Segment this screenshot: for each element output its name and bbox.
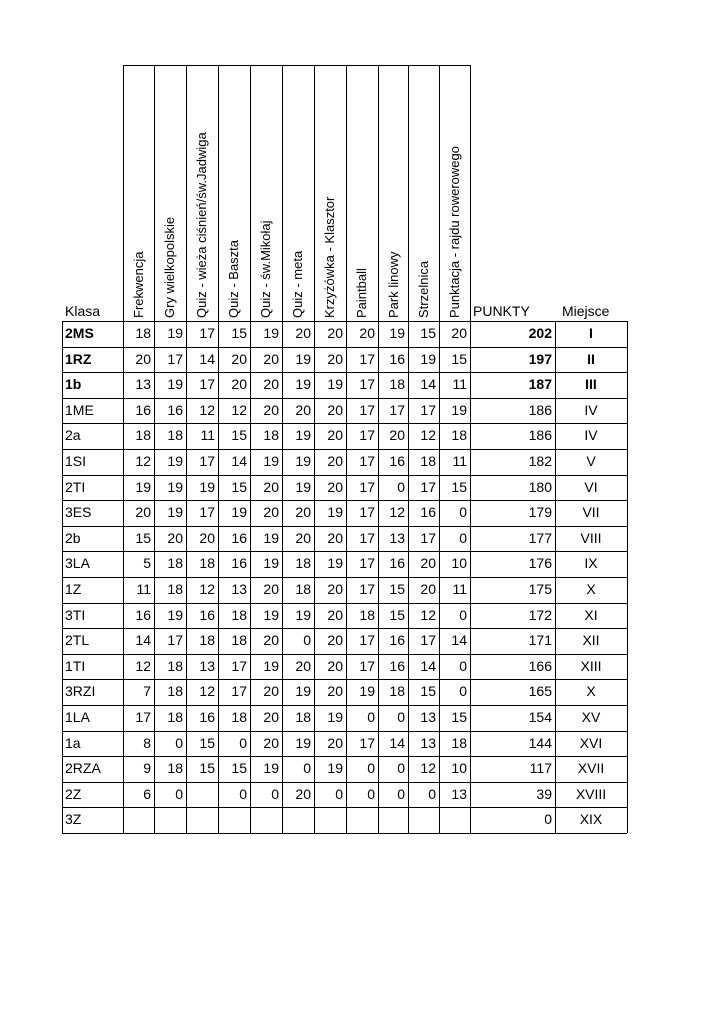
score-cell: 19 (327, 709, 343, 725)
score-cell: 20 (389, 427, 405, 443)
score-cell: 14 (389, 735, 405, 751)
score-cell: 13 (420, 735, 436, 751)
score-cell: 17 (199, 453, 215, 469)
score-cell: 19 (263, 555, 279, 571)
column-header-label: Park linowy (386, 251, 401, 318)
score-cell: 12 (420, 427, 436, 443)
score-cell: 18 (167, 760, 183, 776)
score-cell: 20 (199, 530, 215, 546)
score-cell: 0 (397, 479, 405, 495)
class-label: 1TI (65, 658, 86, 674)
score-cell: 16 (167, 402, 183, 418)
class-label: 3TI (65, 607, 86, 623)
score-cell: 20 (167, 530, 183, 546)
total-points: 176 (528, 555, 552, 571)
score-cell: 13 (451, 786, 467, 802)
score-cell: 20 (263, 632, 279, 648)
column-header-label: Krzyżówka - Klasztor (322, 196, 337, 318)
score-cell: 19 (420, 351, 436, 367)
score-cell: 19 (167, 453, 183, 469)
score-cell: 19 (167, 376, 183, 392)
place-cell: XII (582, 632, 600, 648)
score-cell: 16 (231, 530, 247, 546)
score-cell: 19 (263, 325, 279, 341)
column-header-label: Quiz - św.Mikołaj (258, 220, 273, 318)
score-cell: 0 (397, 709, 405, 725)
class-label: 2MS (65, 325, 94, 341)
score-cell: 17 (167, 351, 183, 367)
score-cell (282, 807, 314, 832)
score-cell: 19 (263, 760, 279, 776)
score-cell: 14 (420, 376, 436, 392)
score-cell: 19 (263, 658, 279, 674)
class-label: 1LA (65, 709, 90, 725)
place-cell: XIII (580, 658, 602, 674)
score-cell: 0 (367, 760, 375, 776)
total-points: 154 (528, 709, 552, 725)
score-cell: 18 (451, 427, 467, 443)
class-label: 1SI (65, 453, 87, 469)
score-cell: 13 (135, 376, 151, 392)
score-cell: 0 (239, 786, 247, 802)
score-cell: 20 (327, 402, 343, 418)
place-cell: XI (584, 607, 598, 623)
score-cell: 15 (231, 427, 247, 443)
place-cell: X (586, 683, 596, 699)
column-header-label: Quiz - wieża ciśnień/św.Jadwiga (194, 132, 209, 318)
score-cell: 16 (420, 504, 436, 520)
score-cell: 19 (295, 427, 311, 443)
score-cell: 17 (359, 555, 375, 571)
score-cell: 10 (451, 760, 467, 776)
column-header-label: Frekwencja (131, 251, 146, 318)
score-cell: 17 (359, 632, 375, 648)
score-cell: 15 (451, 479, 467, 495)
score-cell: 19 (263, 453, 279, 469)
total-points: 186 (528, 427, 552, 443)
score-cell: 17 (359, 735, 375, 751)
score-cell: 20 (295, 786, 311, 802)
total-points: 180 (528, 479, 552, 495)
score-cell (186, 782, 218, 807)
class-label: 3RZI (65, 683, 96, 699)
score-cell: 17 (231, 658, 247, 674)
score-cell: 18 (295, 709, 311, 725)
score-cell: 13 (199, 658, 215, 674)
score-cell: 13 (389, 530, 405, 546)
score-cell (250, 807, 282, 832)
score-cell: 15 (199, 735, 215, 751)
score-cell: 17 (359, 479, 375, 495)
class-label: 2TI (65, 479, 86, 495)
score-cell: 20 (327, 325, 343, 341)
score-cell: 20 (263, 376, 279, 392)
place-cell: XV (581, 709, 601, 725)
column-header-label: Quiz - Baszta (226, 239, 241, 318)
column-header-label: Quiz - meta (290, 250, 305, 318)
score-cell (378, 807, 408, 832)
score-cell: 19 (295, 683, 311, 699)
class-label: 1b (65, 376, 82, 392)
score-cell: 0 (367, 709, 375, 725)
score-cell: 18 (263, 427, 279, 443)
score-cell: 17 (420, 632, 436, 648)
score-cell: 0 (428, 786, 436, 802)
score-cell: 17 (135, 709, 151, 725)
column-divider (627, 321, 628, 833)
score-cell: 20 (420, 555, 436, 571)
class-label: 2RZA (65, 760, 101, 776)
total-points: 165 (528, 683, 552, 699)
score-cell: 17 (167, 632, 183, 648)
score-cell: 16 (231, 555, 247, 571)
score-cell: 19 (295, 376, 311, 392)
klasa-header: Klasa (65, 303, 101, 319)
score-cell: 20 (359, 325, 375, 341)
total-points: 202 (528, 325, 552, 341)
place-cell: I (589, 325, 593, 341)
score-cell: 14 (231, 453, 247, 469)
score-cell: 20 (295, 658, 311, 674)
score-cell: 18 (231, 607, 247, 623)
score-cell: 20 (231, 351, 247, 367)
score-cell: 18 (389, 376, 405, 392)
score-cell (346, 807, 378, 832)
total-points: 171 (528, 632, 552, 648)
score-cell: 20 (263, 581, 279, 597)
score-cell: 0 (459, 607, 467, 623)
score-cell: 9 (143, 760, 151, 776)
class-label: 1ME (65, 402, 94, 418)
score-cell: 17 (199, 325, 215, 341)
score-cell: 18 (389, 683, 405, 699)
score-cell: 20 (420, 581, 436, 597)
score-cell: 12 (135, 658, 151, 674)
score-cell: 16 (389, 453, 405, 469)
score-cell: 0 (459, 504, 467, 520)
score-cell: 19 (263, 607, 279, 623)
score-cell: 20 (327, 632, 343, 648)
score-cell: 20 (327, 581, 343, 597)
score-cell (408, 807, 439, 832)
place-cell: X (586, 581, 596, 597)
score-cell: 0 (459, 530, 467, 546)
row-divider (62, 833, 627, 834)
total-points: 172 (528, 607, 552, 623)
score-cell: 0 (459, 658, 467, 674)
score-cell: 0 (303, 760, 311, 776)
score-cell (186, 807, 218, 832)
total-points: 177 (528, 530, 552, 546)
score-cell (218, 807, 250, 832)
place-cell: VIII (580, 530, 602, 546)
score-cell: 20 (295, 504, 311, 520)
score-cell: 15 (231, 325, 247, 341)
score-cell: 18 (135, 427, 151, 443)
place-cell: II (587, 351, 595, 367)
score-cell: 10 (451, 555, 467, 571)
column-header-label: Paintball (354, 268, 369, 318)
score-cell: 19 (167, 479, 183, 495)
total-points: 197 (528, 351, 552, 367)
score-cell: 8 (143, 735, 151, 751)
score-cell: 18 (359, 607, 375, 623)
class-label: 2Z (65, 786, 82, 802)
score-cell: 12 (199, 683, 215, 699)
score-cell: 12 (135, 453, 151, 469)
place-cell: VII (582, 504, 600, 520)
score-cell: 14 (420, 658, 436, 674)
score-cell: 0 (335, 786, 343, 802)
score-cell: 20 (263, 351, 279, 367)
score-cell: 18 (167, 709, 183, 725)
score-cell: 18 (231, 632, 247, 648)
place-cell: IX (584, 555, 598, 571)
score-cell: 19 (231, 504, 247, 520)
place-cell: XVI (579, 735, 603, 751)
column-header-label: Punktacja - rajdu rowerowego (447, 146, 462, 318)
score-cell: 20 (295, 325, 311, 341)
score-cell: 20 (263, 479, 279, 495)
score-cell: 17 (420, 479, 436, 495)
score-cell: 17 (359, 453, 375, 469)
score-cell: 17 (359, 581, 375, 597)
score-cell: 19 (451, 402, 467, 418)
score-cell: 20 (231, 376, 247, 392)
score-cell: 0 (175, 735, 183, 751)
place-cell: XVIII (575, 786, 607, 802)
score-cell: 19 (263, 530, 279, 546)
total-points: 144 (528, 735, 552, 751)
score-cell (154, 807, 186, 832)
score-cell: 16 (389, 658, 405, 674)
score-cell: 20 (263, 402, 279, 418)
class-label: 2TL (65, 632, 90, 648)
score-cell: 5 (143, 555, 151, 571)
total-points: 187 (528, 376, 552, 392)
total-points: 117 (529, 760, 552, 776)
score-cell: 20 (327, 530, 343, 546)
score-cell: 19 (327, 376, 343, 392)
score-cell: 17 (231, 683, 247, 699)
score-cell: 18 (199, 555, 215, 571)
score-cell: 19 (295, 351, 311, 367)
score-cell: 16 (199, 709, 215, 725)
score-cell: 20 (327, 351, 343, 367)
score-cell: 16 (389, 351, 405, 367)
score-cell: 18 (420, 453, 436, 469)
score-cell: 20 (295, 402, 311, 418)
score-cell: 0 (397, 760, 405, 776)
score-cell: 18 (167, 555, 183, 571)
score-cell: 14 (451, 632, 467, 648)
score-cell: 16 (135, 402, 151, 418)
score-cell: 20 (135, 351, 151, 367)
class-label: 1a (65, 735, 81, 751)
score-cell: 16 (199, 607, 215, 623)
score-cell: 18 (135, 325, 151, 341)
score-cell: 19 (327, 760, 343, 776)
miejsce-header: Miejsce (562, 303, 610, 319)
place-cell: III (585, 376, 597, 392)
score-cell: 20 (295, 530, 311, 546)
score-cell: 19 (295, 453, 311, 469)
score-cell: 11 (200, 427, 215, 443)
score-cell: 16 (389, 555, 405, 571)
score-cell: 19 (167, 325, 183, 341)
score-cell: 19 (199, 479, 215, 495)
total-points: 179 (528, 504, 552, 520)
score-cell: 19 (167, 607, 183, 623)
score-cell: 15 (389, 581, 405, 597)
score-cell: 15 (389, 607, 405, 623)
score-cell: 19 (135, 479, 151, 495)
score-cell: 0 (367, 786, 375, 802)
score-cell: 17 (420, 402, 436, 418)
score-cell: 16 (135, 607, 151, 623)
class-label: 2a (65, 427, 81, 443)
score-cell: 20 (263, 683, 279, 699)
score-cell: 19 (167, 504, 183, 520)
score-cell: 19 (295, 735, 311, 751)
column-header-label: Strzelnica (416, 260, 431, 318)
score-cell: 18 (451, 735, 467, 751)
score-cell: 0 (459, 683, 467, 699)
class-label: 1RZ (65, 351, 92, 367)
score-cell: 15 (420, 325, 436, 341)
place-cell: XIX (579, 811, 603, 827)
score-cell: 7 (143, 683, 151, 699)
score-cell: 17 (359, 530, 375, 546)
score-cell: 20 (263, 709, 279, 725)
score-cell: 20 (327, 607, 343, 623)
score-cell: 15 (420, 683, 436, 699)
score-cell: 17 (359, 504, 375, 520)
score-cell: 15 (231, 760, 247, 776)
score-cell: 6 (143, 786, 151, 802)
score-cell: 15 (451, 709, 467, 725)
score-cell: 20 (451, 325, 467, 341)
score-cell: 18 (231, 709, 247, 725)
score-cell: 19 (389, 325, 405, 341)
score-cell: 0 (175, 786, 183, 802)
score-cell: 12 (420, 760, 436, 776)
total-points: 182 (528, 453, 552, 469)
score-cell: 20 (327, 735, 343, 751)
score-cell: 16 (389, 632, 405, 648)
score-cell: 19 (359, 683, 375, 699)
score-cell: 17 (389, 402, 405, 418)
score-cell: 20 (327, 683, 343, 699)
place-cell: XVII (577, 760, 605, 776)
score-cell: 15 (451, 351, 467, 367)
score-cell: 17 (359, 402, 375, 418)
score-cell (123, 807, 154, 832)
score-cell (439, 807, 470, 832)
score-cell: 12 (199, 402, 215, 418)
score-cell: 17 (420, 530, 436, 546)
class-label: 2b (65, 530, 81, 546)
score-cell: 14 (199, 351, 215, 367)
score-cell: 14 (135, 632, 151, 648)
score-cell: 18 (199, 632, 215, 648)
score-cell: 11 (452, 376, 467, 392)
score-cell: 19 (295, 479, 311, 495)
score-cell: 13 (231, 581, 247, 597)
score-cell: 15 (199, 760, 215, 776)
score-cell: 12 (420, 607, 436, 623)
score-cell: 20 (135, 504, 151, 520)
place-cell: VI (584, 479, 598, 495)
score-cell: 0 (271, 786, 279, 802)
score-cell: 12 (199, 581, 215, 597)
score-cell: 18 (167, 581, 183, 597)
score-cell: 20 (327, 479, 343, 495)
score-cell: 0 (239, 735, 247, 751)
score-cell: 12 (389, 504, 405, 520)
score-cell: 18 (295, 581, 311, 597)
class-label: 3Z (65, 811, 82, 827)
place-cell: IV (584, 402, 598, 418)
score-cell: 11 (452, 453, 467, 469)
score-cell: 15 (231, 479, 247, 495)
place-cell: IV (584, 427, 598, 443)
score-cell (314, 807, 346, 832)
column-header-label: Gry wielkopolskie (162, 216, 177, 318)
score-cell: 17 (199, 376, 215, 392)
score-cell: 13 (420, 709, 436, 725)
score-cell: 19 (327, 555, 343, 571)
total-points: 39 (536, 786, 552, 802)
total-points: 0 (544, 811, 552, 827)
score-cell: 20 (327, 427, 343, 443)
score-cell: 17 (199, 504, 215, 520)
score-cell: 20 (327, 453, 343, 469)
class-label: 3ES (65, 504, 92, 520)
score-cell: 18 (295, 555, 311, 571)
score-cell: 17 (359, 351, 375, 367)
score-cell: 19 (327, 504, 343, 520)
score-cell: 15 (135, 530, 151, 546)
score-cell: 19 (295, 607, 311, 623)
score-cell: 18 (167, 658, 183, 674)
score-cell: 18 (167, 427, 183, 443)
class-label: 1Z (65, 581, 82, 597)
total-points: 175 (528, 581, 552, 597)
place-cell: V (586, 453, 596, 469)
score-cell: 17 (359, 427, 375, 443)
score-cell: 20 (327, 658, 343, 674)
score-cell: 11 (452, 581, 467, 597)
score-cell: 18 (167, 683, 183, 699)
class-label: 3LA (65, 555, 90, 571)
score-cell: 20 (263, 735, 279, 751)
score-cell: 12 (231, 402, 247, 418)
score-cell: 17 (359, 376, 375, 392)
total-points: 166 (528, 658, 552, 674)
total-points: 186 (528, 402, 552, 418)
score-cell: 20 (263, 504, 279, 520)
score-cell: 11 (136, 581, 151, 597)
score-cell: 17 (359, 658, 375, 674)
punkty-header: PUNKTY (473, 303, 530, 319)
score-cell: 0 (397, 786, 405, 802)
score-cell: 0 (303, 632, 311, 648)
